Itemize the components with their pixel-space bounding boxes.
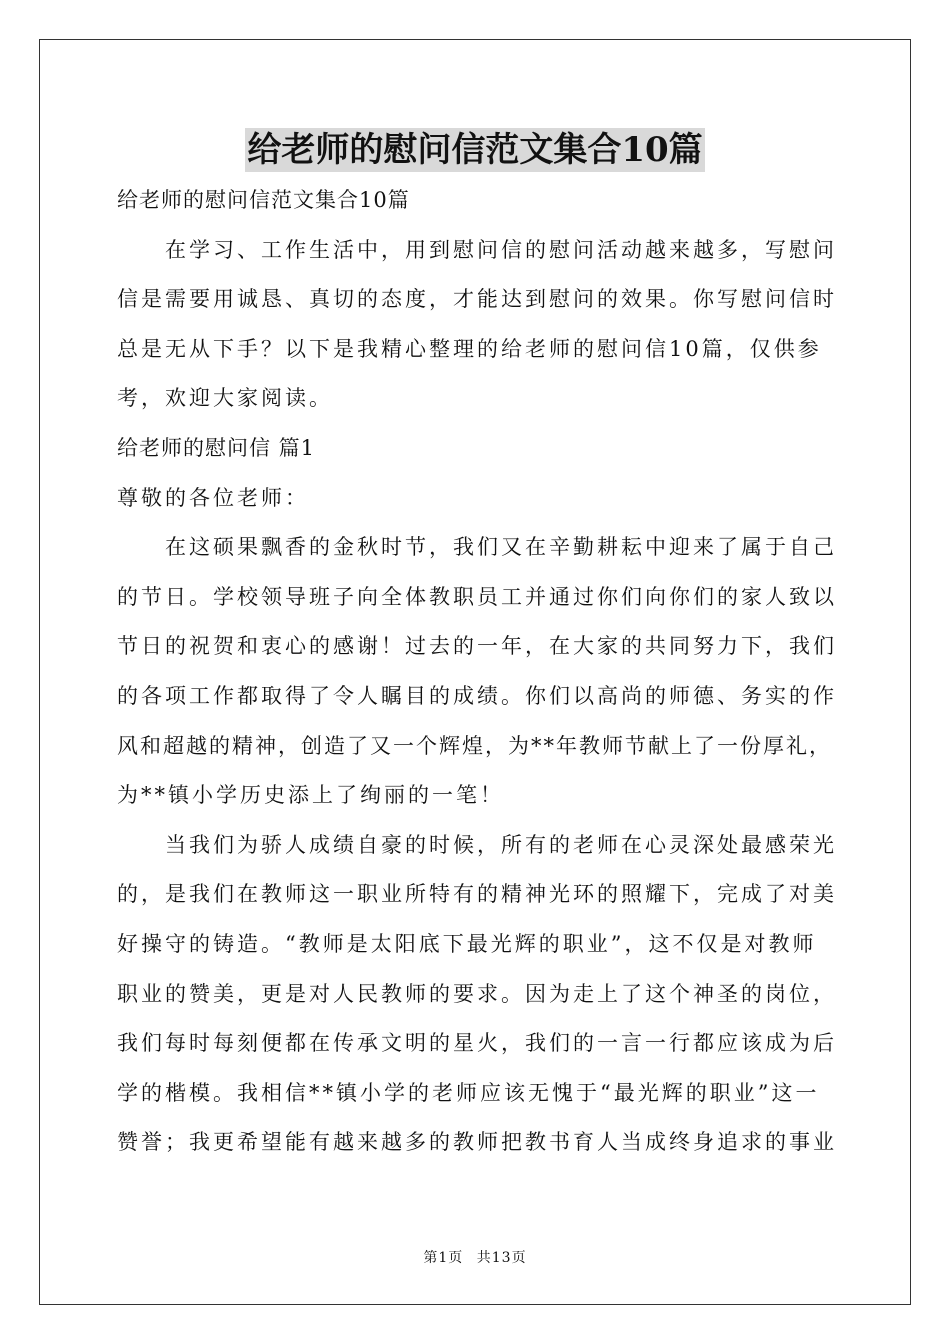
salutation: 尊敬的各位老师： xyxy=(117,485,309,510)
paragraph-line: 赞誉；我更希望能有越来越多的教师把教书育人当成终身追求的事业 xyxy=(117,1130,837,1155)
page-number: 第1页 xyxy=(423,1250,464,1266)
intro-line: 考，欢迎大家阅读。 xyxy=(117,386,333,411)
paragraph-line: 当我们为骄人成绩自豪的时候，所有的老师在心灵深处最感荣光 xyxy=(165,832,837,857)
paragraph-line: 为**镇小学历史添上了绚丽的一笔！ xyxy=(117,783,504,808)
paragraph-line: 风和超越的精神，创造了又一个辉煌，为**年教师节献上了一份厚礼， xyxy=(117,733,832,758)
paragraph-line: 的各项工作都取得了令人瞩目的成绩。你们以高尚的师德、务实的作 xyxy=(117,683,837,708)
paragraph-line: 的，是我们在教师这一职业所特有的精神光环的照耀下，完成了对美 xyxy=(117,882,837,907)
paragraph-line: 的节日。学校领导班子向全体教职员工并通过你们向你们的家人致以 xyxy=(117,584,837,609)
paragraph-line: 我们每时每刻便都在传承文明的星火，我们的一言一行都应该成为后 xyxy=(117,1031,837,1056)
document-subtitle: 给老师的慰问信范文集合10篇 xyxy=(117,188,410,212)
intro-line: 总是无从下手？以下是我精心整理的给老师的慰问信10篇，仅供参 xyxy=(117,336,822,361)
intro-line: 信是需要用诚恳、真切的态度，才能达到慰问的效果。你写慰问信时 xyxy=(117,287,837,312)
section-heading: 给老师的慰问信 篇1 xyxy=(117,435,316,460)
paragraph-line: 在这硕果飘香的金秋时节，我们又在辛勤耕耘中迎来了属于自己 xyxy=(165,535,837,560)
paragraph-line: 学的楷模。我相信**镇小学的老师应该无愧于“最光辉的职业”这一 xyxy=(117,1080,820,1105)
paragraph-line: 职业的赞美，更是对人民教师的要求。因为走上了这个神圣的岗位， xyxy=(117,981,837,1006)
paragraph-line: 节日的祝贺和衷心的感谢！过去的一年，在大家的共同努力下，我们 xyxy=(117,634,837,659)
page-footer xyxy=(0,1247,950,1267)
title-container xyxy=(0,128,950,172)
page-total: 共13页 xyxy=(476,1250,527,1266)
intro-line: 在学习、工作生活中，用到慰问信的慰问活动越来越多，写慰问 xyxy=(165,237,837,262)
paragraph-line: 好操守的铸造。“教师是太阳底下最光辉的职业”，这不仅是对教师 xyxy=(117,931,817,956)
document-body xyxy=(117,176,837,1168)
document-title: 给老师的慰问信范文集合10篇 xyxy=(247,130,703,170)
